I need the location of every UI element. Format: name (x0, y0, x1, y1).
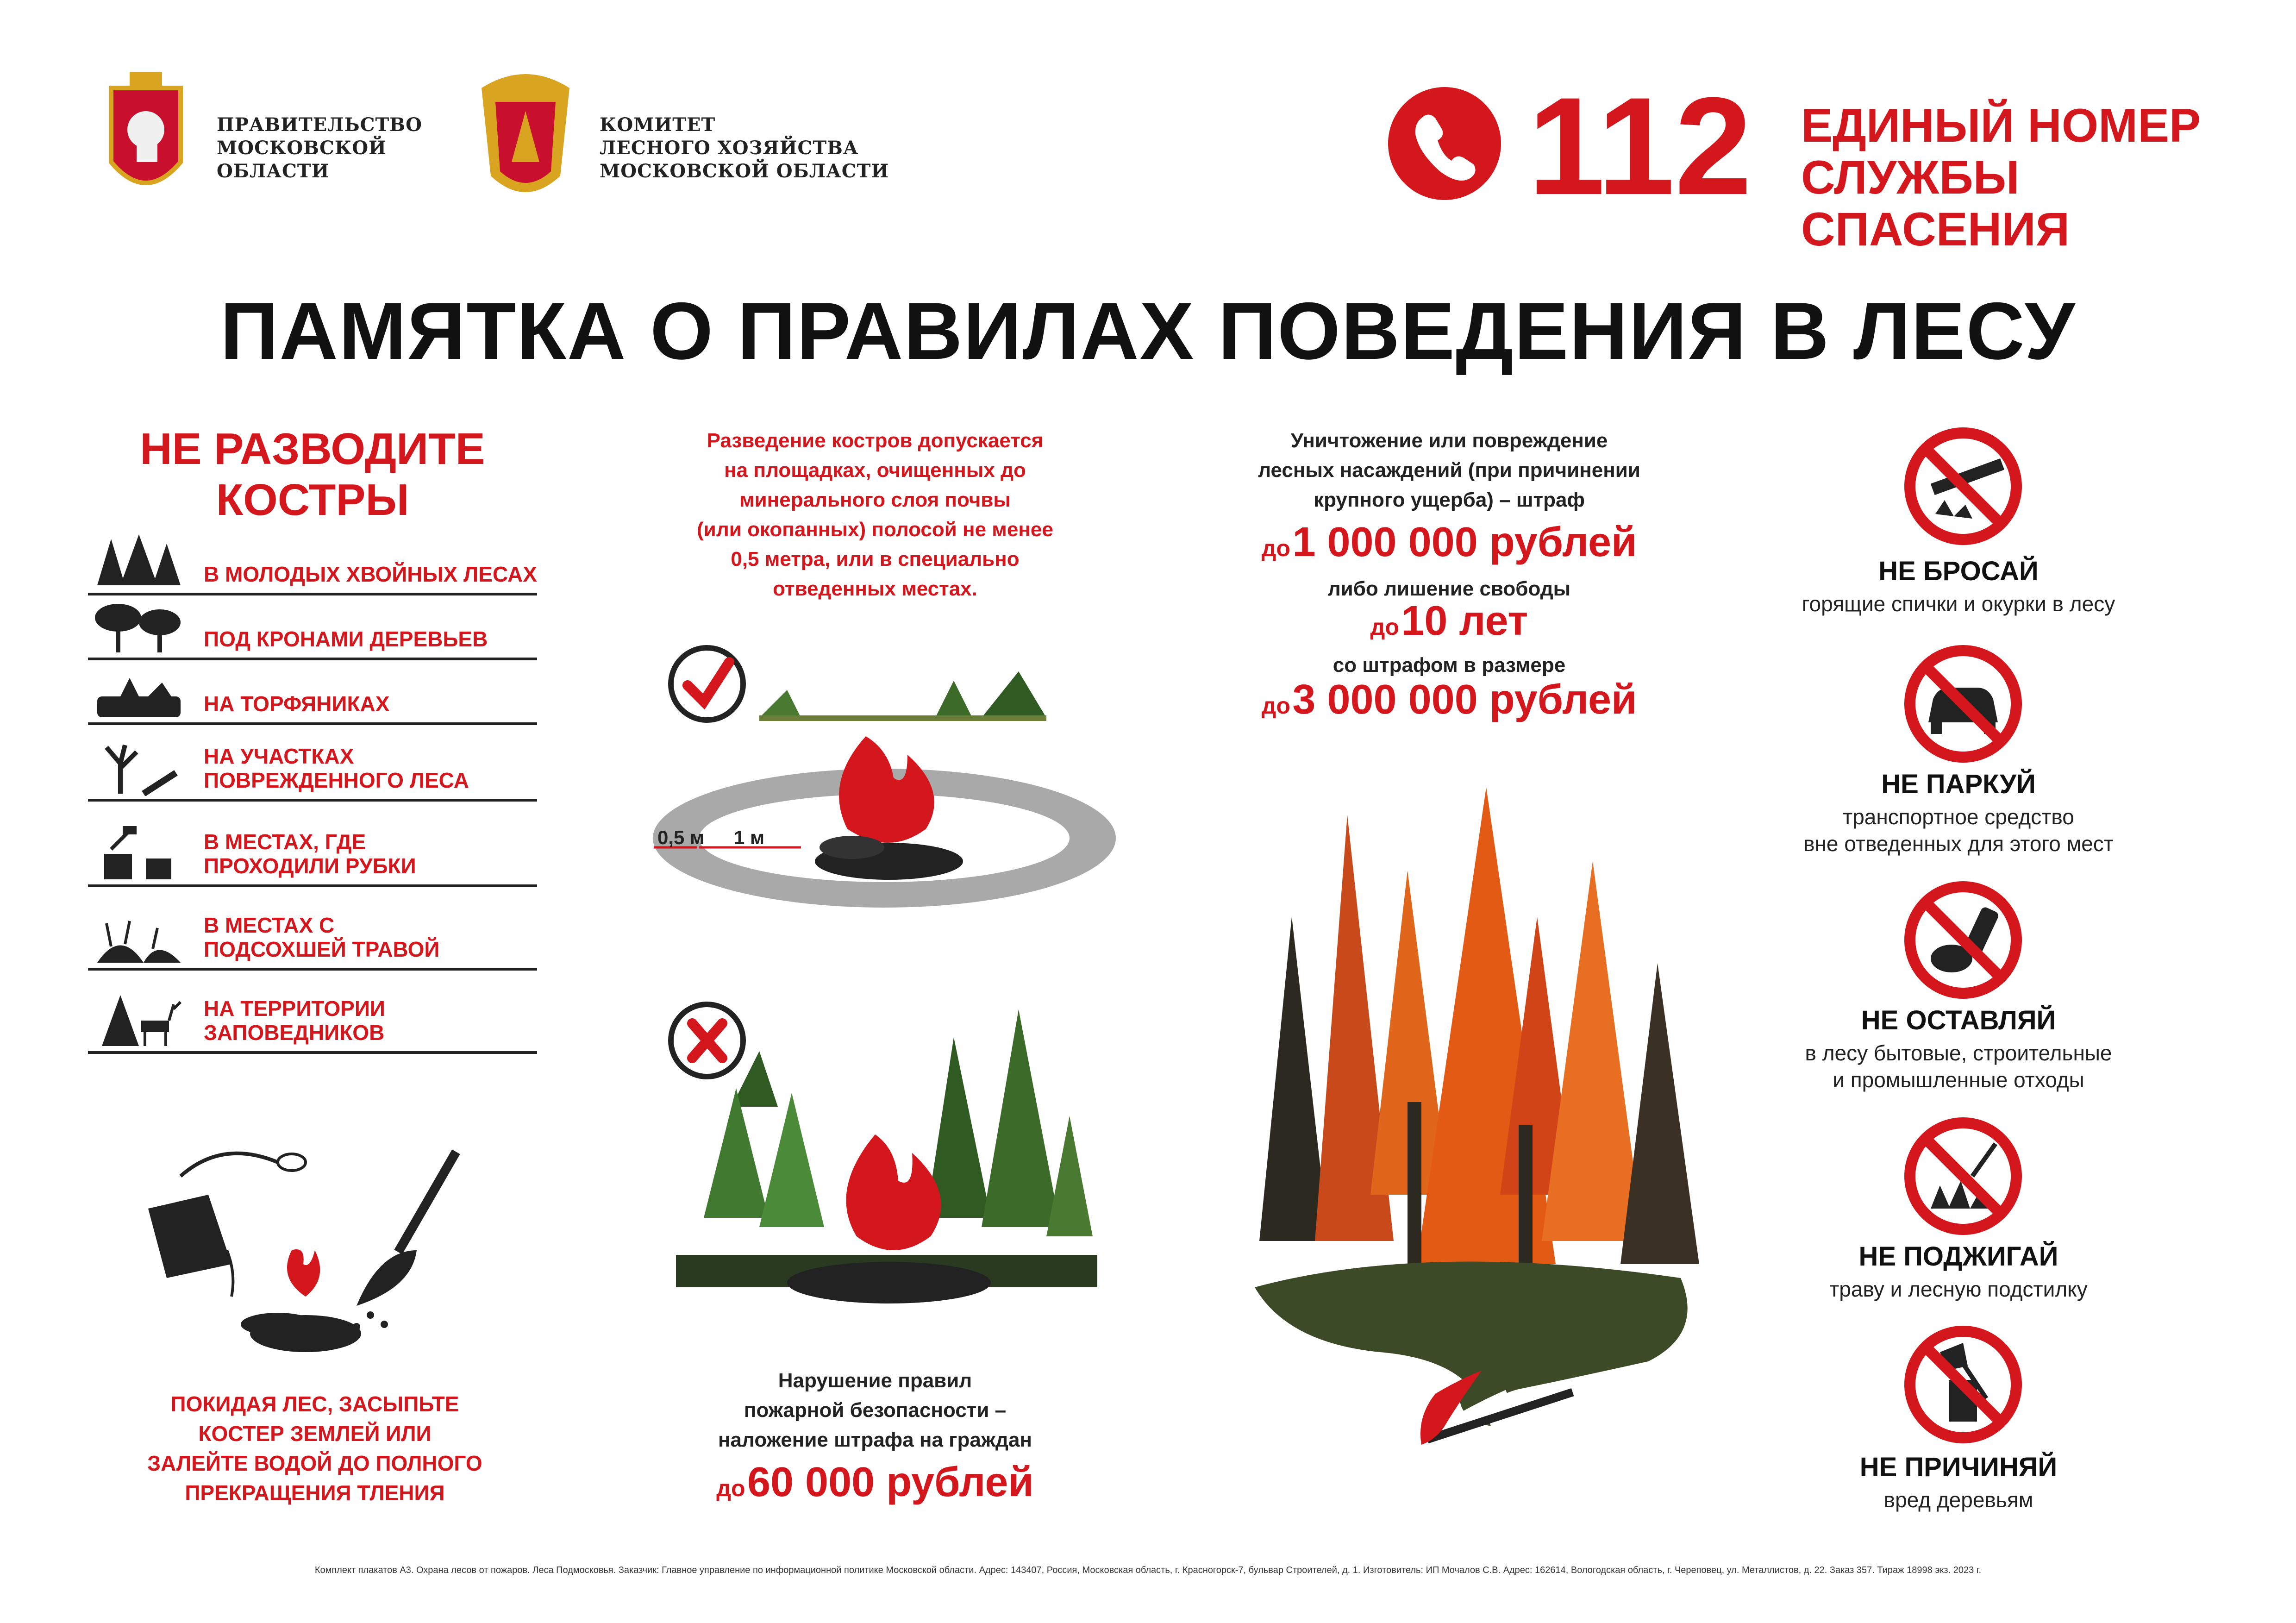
rule-line: 0,5 метра, или в специально (731, 548, 1020, 570)
rule-line: транспортное средство (1843, 805, 2074, 829)
item-label: ПРОХОДИЛИ РУБКИ (204, 854, 416, 878)
list-item (88, 898, 537, 971)
item-label: НА УЧАСТКАХ (204, 744, 354, 768)
penalty-amount: 1 000 000 рублей (1292, 519, 1637, 565)
moscow-region-coat-of-arms (93, 69, 199, 204)
item-label: ПОД КРОНАМИ ДЕРЕВЬЕВ (204, 627, 488, 651)
young-conifers-icon (93, 534, 185, 590)
rule-description (1750, 1486, 2167, 1513)
penalty-text-2: либо лишение свободы (1327, 577, 1571, 600)
heading-line: КОСТРЫ (216, 475, 409, 525)
rule-heading: НЕ БРОСАЙ (1878, 556, 2039, 586)
dimension-one-meter: 1 м (734, 827, 765, 848)
penalty-prefix: до (1261, 693, 1290, 719)
heading-line: НЕ РАЗВОДИТЕ (140, 424, 485, 474)
rule-heading: НЕ ПРИЧИНЯЙ (1859, 1452, 2058, 1482)
instruction-line: ПРЕКРАЩЕНИЯ ТЛЕНИЯ (185, 1481, 445, 1505)
car-prohibited-icon (1903, 644, 2023, 764)
dry-grass-icon (93, 909, 185, 965)
rule-line: Разведение костров допускается (707, 429, 1044, 452)
rule-description (1750, 590, 2167, 617)
peat-bog-icon (93, 664, 185, 720)
page-title: ПАМЯТКА О ПРАВИЛАХ ПОВЕДЕНИЯ В ЛЕСУ (220, 286, 2076, 376)
penalty-amount: 10 лет (1401, 598, 1528, 644)
item-label: В МЕСТАХ С (204, 913, 335, 937)
dimension-half-meter: 0,5 м (657, 827, 705, 848)
emergency-caption (1801, 100, 2296, 255)
rule-description (1750, 1276, 2167, 1303)
org1-line: МОСКОВСКОЙ (217, 137, 387, 159)
violation-line: пожарной безопасности – (744, 1399, 1007, 1422)
logging-stump-icon (93, 826, 185, 882)
phone-icon (1387, 86, 1502, 201)
rule-line: на площадках, очищенных до (724, 459, 1026, 482)
rule-line: горящие спички и окурки в лесу (1802, 592, 2115, 616)
violation-text (639, 1366, 1111, 1455)
burning-forest-illustration (1241, 778, 1727, 1519)
list-item (88, 982, 537, 1054)
rule-description (1750, 1040, 2167, 1093)
penalty-line: Уничтожение или повреждение (1290, 429, 1608, 452)
rule-line: вред деревьям (1883, 1488, 2033, 1512)
list-item (88, 729, 537, 802)
litter-prohibited-icon (1903, 880, 2023, 1000)
instruction-line: КОСТЕР ЗЕМЛЕЙ ИЛИ (198, 1422, 432, 1446)
item-label: НА ТЕРРИТОРИИ (204, 996, 385, 1021)
rule-line: в лесу бытовые, строительные (1805, 1041, 2112, 1065)
rule-line: траву и лесную подстилку (1829, 1277, 2088, 1301)
extinguish-campfire-illustration (139, 1111, 519, 1371)
rule-description (1750, 803, 2167, 857)
item-label: В МЕСТАХ, ГДЕ (204, 830, 366, 854)
print-imprint: Комплект плакатов А3. Охрана лесов от пожаров. Леса Подмосковья. Заказчик: Главное управление по информационной политике Московской области. Адрес: 143407, Россия, Московская область, г. Красногорск-7, бульвар Строителей, д. 1. Изготовитель: ИП Мочалов С.В. Адрес: 162614, Вологодская область, г. Череповец, ул. Металлистов, д. 22. Заказ 357. Тираж 18998 экз. 2023 г. (314, 1565, 1982, 1575)
citizen-fine (639, 1459, 1111, 1506)
damaged-forest-icon (93, 740, 185, 796)
rule-heading: НЕ ПАРКУЙ (1881, 769, 2036, 799)
penalty-line: лесных насаждений (при причинении (1258, 459, 1640, 482)
violation-line: Нарушение правил (778, 1369, 972, 1392)
instruction-line: ПОКИДАЯ ЛЕС, ЗАСЫПЬТЕ (170, 1392, 459, 1416)
rule-item (1750, 871, 2167, 1102)
org1-line: ОБЛАСТИ (217, 160, 330, 182)
list-item (88, 588, 537, 660)
penalty-line: крупного ущерба) – штраф (1314, 489, 1585, 511)
item-label: В МОЛОДЫХ ХВОЙНЫХ ЛЕСАХ (204, 562, 537, 586)
forestry-committee-emblem (472, 60, 579, 204)
item-label: ЗАПОВЕДНИКОВ (204, 1021, 385, 1045)
list-item (88, 523, 537, 595)
nature-reserve-deer-icon (93, 993, 185, 1048)
org2-line: МОСКОВСКОЙ ОБЛАСТИ (600, 160, 889, 182)
forest-campfire-illustration (667, 996, 1107, 1320)
rule-item (1750, 417, 2167, 630)
item-label: ПОДСОХШЕЙ ТРАВОЙ (204, 937, 440, 961)
rule-line: и промышленные отходы (1833, 1068, 2084, 1092)
allowed-fire-rule (639, 426, 1111, 604)
penalty-prefix: до (1261, 535, 1290, 561)
damage-penalty-text (1213, 426, 1685, 515)
rule-item (1750, 1107, 2167, 1320)
rule-item (1750, 1324, 2167, 1528)
org2-line: ЛЕСНОГО ХОЗЯЙСТВА (600, 137, 859, 159)
rule-line: отведенных местах. (773, 577, 977, 600)
emergency-number: 112 (1528, 68, 1752, 224)
org1-name (217, 113, 422, 183)
match-grass-prohibited-icon (1903, 1116, 2023, 1236)
no-fires-heading (93, 424, 532, 526)
penalty-prefix: до (1370, 614, 1399, 640)
org1-line: ПРАВИТЕЛЬСТВО (217, 114, 422, 136)
caption-line: СЛУЖБЫ СПАСЕНИЯ (1801, 151, 2070, 256)
rule-line: (или окопанных) полосой не менее (697, 518, 1053, 541)
item-label: ПОВРЕЖДЕННОГО ЛЕСА (204, 768, 469, 792)
axe-prohibited-icon (1903, 1324, 2023, 1445)
tree-crowns-icon (93, 599, 185, 655)
penalty-amount-2 (1213, 597, 1685, 645)
instruction-line: ЗАЛЕЙТЕ ВОДОЙ ДО ПОЛНОГО (147, 1451, 482, 1475)
fine-prefix: до (716, 1475, 745, 1501)
rule-item (1750, 634, 2167, 866)
rule-heading: НЕ ПОДЖИГАЙ (1858, 1241, 2058, 1272)
org2-name (600, 113, 889, 183)
rule-line: вне отведенных для этого мест (1803, 832, 2114, 856)
penalty-amount-1 (1213, 519, 1685, 566)
cigarette-prohibited-icon (1903, 426, 2023, 546)
fine-amount: 60 000 рублей (747, 1459, 1034, 1505)
caption-line: ЕДИНЫЙ НОМЕР (1801, 99, 2201, 152)
rule-heading: НЕ ОСТАВЛЯЙ (1861, 1005, 2056, 1035)
safe-campfire-diagram (648, 662, 1120, 921)
penalty-text-3: со штрафом в размере (1333, 654, 1566, 677)
penalty-amount-3 (1213, 676, 1685, 724)
penalty-amount: 3 000 000 рублей (1292, 677, 1637, 723)
rule-line: минерального слоя почвы (739, 489, 1011, 511)
list-item (88, 815, 537, 887)
leaving-forest-instruction (93, 1389, 537, 1508)
violation-line: наложение штрафа на граждан (718, 1429, 1032, 1451)
item-label: НА ТОРФЯНИКАХ (204, 692, 390, 716)
list-item (88, 653, 537, 725)
org2-line: КОМИТЕТ (600, 114, 716, 136)
